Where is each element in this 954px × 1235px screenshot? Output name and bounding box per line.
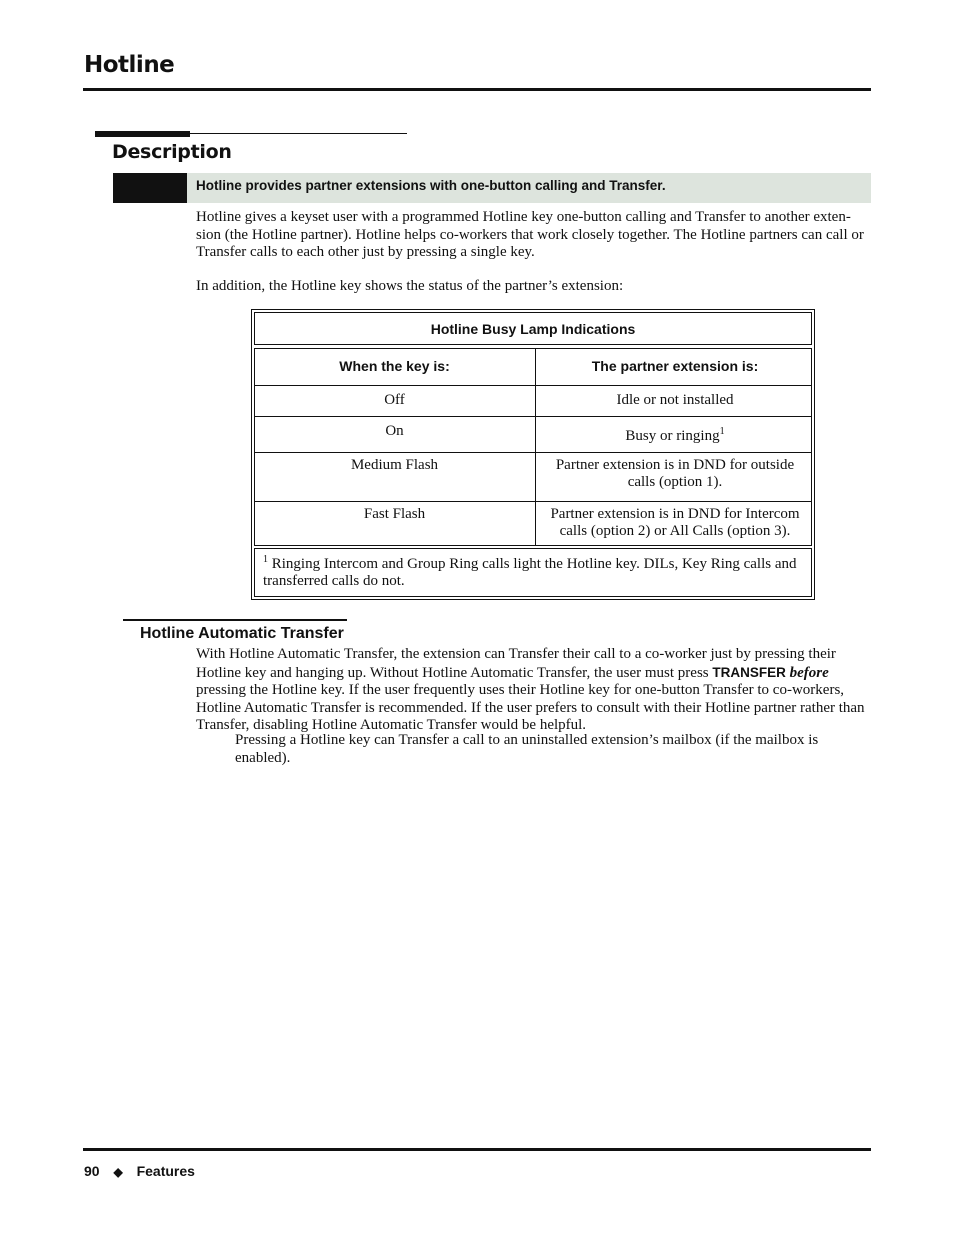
summary-marker: [113, 173, 187, 203]
addition-paragraph: In addition, the Hotline key shows the status of the partner’s extension:: [196, 278, 624, 294]
page-footer: [84, 1163, 195, 1179]
table-row: [255, 416, 811, 453]
table-row: [255, 385, 811, 417]
key-cell: On: [385, 423, 404, 439]
key-cell: Medium Flash: [350, 457, 439, 473]
page-number: 90: [84, 1163, 100, 1179]
table-title-box: [254, 312, 812, 345]
footer-rule: [83, 1148, 871, 1151]
transfer-keyword: TRANSFER: [712, 664, 786, 680]
table-row: [255, 501, 811, 546]
subsection-heading: Hotline Automatic Transfer: [140, 625, 344, 642]
key-cell: Fast Flash: [363, 506, 426, 522]
table-body: [254, 348, 812, 546]
footnote-text: Ringing Intercom and Group Ring calls light the Hotline key. DILs, Key Ring calls and transferred calls do not.: [263, 556, 797, 589]
table-header-row: [255, 349, 811, 385]
col-header-key: When the key is:: [339, 358, 450, 374]
busy-lamp-table: [251, 309, 815, 600]
note-paragraph: Pressing a Hotline key can Transfer a call to an uninstalled extension’s mailbox (if the mailbox is enabled).: [235, 732, 819, 766]
intro-paragraph: Hotline gives a keyset user with a programmed Hotline key one-button calling and Transfer to another exten-sion (the Hotline partner). Hotline helps co-workers that work closely together. The Hotline partners can call or Transfer calls to each other just by pressing a single key.: [196, 209, 864, 260]
status-text: Busy or ringing: [625, 428, 720, 444]
subsection-rule: [123, 619, 347, 621]
summary-bar: [113, 173, 871, 203]
footnote-mark: 1: [263, 554, 268, 565]
key-cell: Off: [384, 392, 405, 408]
diamond-separator-icon: ◆: [113, 1165, 123, 1179]
table-title: Hotline Busy Lamp Indications: [430, 321, 636, 337]
emphasis-before: before: [789, 664, 829, 681]
summary-text: Hotline provides partner extensions with one-button calling and Transfer.: [196, 178, 666, 193]
section-rule-thick: [95, 131, 190, 137]
footnote-ref: 1: [719, 426, 725, 437]
table-footnote-box: [254, 548, 812, 597]
table-row: [255, 452, 811, 502]
section-heading: Description: [112, 141, 232, 163]
status-cell: Idle or not installed: [616, 392, 734, 408]
col-header-status: The partner extension is:: [591, 358, 759, 374]
title-rule: [83, 88, 871, 91]
status-cell: Partner extension is in DND for outside calls (option 1).: [555, 457, 795, 490]
footer-section: Features: [136, 1163, 195, 1179]
auto-transfer-text-b: pressing the Hotline key. If the user frequently uses their Hotline key for one-button Transfer to co-workers, Hotline Automatic Transfer is recommended. If the user prefers to consult with their Hotline partner rather than Transfer, disabling Hotline Automatic Transfer would be helpful.: [196, 682, 865, 733]
page-title: Hotline: [84, 52, 175, 78]
auto-transfer-text-a: With Hotline Automatic Transfer, the extension can Transfer their call to a co-worker just by pressing their Hotline key and hanging up. Without Hotline Automatic Transfer, the user must press: [196, 646, 836, 681]
status-cell: Partner extension is in DND for Intercom calls (option 2) or All Calls (option 3).: [550, 506, 800, 539]
table-footnote: [263, 556, 801, 590]
status-cell: [536, 428, 814, 445]
auto-transfer-paragraph: [196, 646, 872, 735]
